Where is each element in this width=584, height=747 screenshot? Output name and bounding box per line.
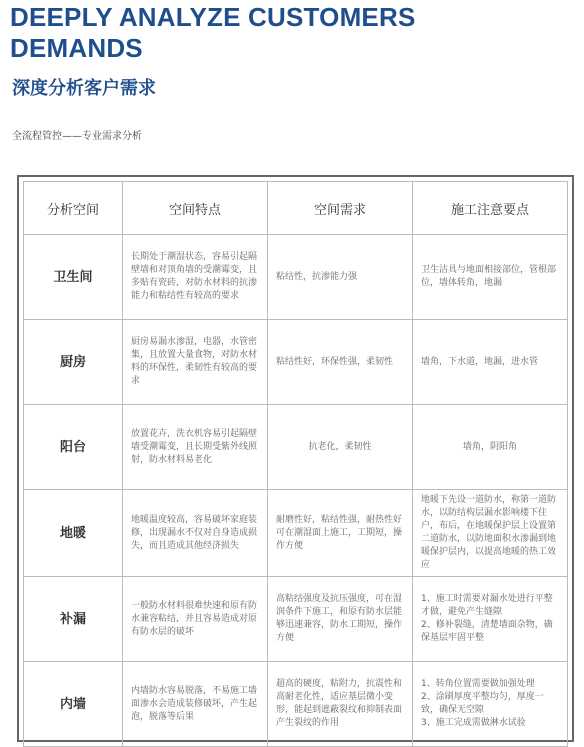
title-chinese: 深度分析客户需求 (12, 78, 156, 99)
cell-notes (413, 662, 568, 747)
cell-needs: 超高的硬度，粘附力，抗震性和高耐老化性，适应基层微小变形，能起到遮蔽裂纹和抑制表面产生裂纹的作用 (268, 662, 413, 747)
table-row (24, 235, 568, 320)
cell-space: 厨房 (24, 320, 123, 405)
note-line: 2、修补裂缝，清楚墙面杂物，确保基层牢固平整 (421, 620, 553, 643)
table-row (24, 405, 568, 490)
cell-space: 阳台 (24, 405, 123, 490)
title-english (10, 2, 416, 64)
table-row (24, 490, 568, 577)
cell-notes: 地暖下先设一道防水，称第一道防水，以防结构层漏水影响楼下住户，布后，在地暖保护层上设置第二道防水，以防地面积水渗漏到地暖保护层内，以提高地暖的热工效应 (413, 490, 568, 577)
note-line: 3、施工完成需做淋水试验 (421, 718, 526, 728)
cell-features: 厨房易漏水渗湿，电器，水管密集，且放置大量食物，对防水材料的环保性，柔韧性有较高的要求 (123, 320, 268, 405)
cell-needs: 粘结性好，环保性强，柔韧性 (268, 320, 413, 405)
header-notes: 施工注意要点 (413, 182, 568, 235)
cell-features: 长期处于潮湿状态，容易引起隔壁墙和对顶角墙的受潮霉变，且多贴有瓷砖，对防水材料的抗渗能力和粘结性有较高的要求 (123, 235, 268, 320)
subtitle: 全流程管控——专业需求分析 (12, 131, 142, 142)
cell-notes: 墙角，下水道，地漏，进水管 (413, 320, 568, 405)
table-row (24, 662, 568, 747)
title-english-line-2: DEMANDS (10, 33, 143, 63)
cell-space: 内墙 (24, 662, 123, 747)
analysis-table (23, 181, 568, 747)
table-row (24, 320, 568, 405)
cell-needs: 粘结性，抗渗能力强 (268, 235, 413, 320)
header-needs: 空间需求 (268, 182, 413, 235)
header-space: 分析空间 (24, 182, 123, 235)
table-header-row (24, 182, 568, 235)
cell-space: 地暖 (24, 490, 123, 577)
cell-space: 补漏 (24, 577, 123, 662)
table-row (24, 577, 568, 662)
cell-features: 放置花卉，洗衣机容易引起隔壁墙受潮霉变，且长期受紫外线照射，防水材料易老化 (123, 405, 268, 490)
cell-notes: 卫生洁具与地面相接部位，管根部位，墙体转角，地漏 (413, 235, 568, 320)
cell-space: 卫生间 (24, 235, 123, 320)
analysis-table-frame (17, 175, 574, 742)
note-line: 1、施工时需要对漏水处进行平整才做，避免产生缝隙 (421, 594, 553, 617)
cell-notes: 墙角，阴阳角 (413, 405, 568, 490)
cell-features: 内墙防水容易脱落，不易施工墙面渗水会造成装修破坏，产生起泡，脱落等后果 (123, 662, 268, 747)
title-english-line-1: DEEPLY ANALYZE CUSTOMERS (10, 2, 416, 32)
cell-features: 地暖温度较高，容易破坏家庭装修，出现漏水不仅对自身造成损失，而且造成其他经济损失 (123, 490, 268, 577)
cell-features: 一般防水材料很难快速和原有防水兼容粘结，并且容易造成对原有防水层的破坏 (123, 577, 268, 662)
note-line: 2、涂刷厚度平整均匀，厚度一致，确保无空隙 (421, 692, 544, 715)
cell-needs: 耐磨性好，粘结性强，耐热性好可在潮湿面上施工，工期短，操作方便 (268, 490, 413, 577)
cell-needs: 抗老化，柔韧性 (268, 405, 413, 490)
header-features: 空间特点 (123, 182, 268, 235)
cell-notes (413, 577, 568, 662)
cell-needs: 高粘结强度及抗压强度，可在湿润条件下施工，和原有防水层能够迅速兼容，防水工期短，操作方便 (268, 577, 413, 662)
note-line: 1、转角位置需要做加强处理 (421, 679, 535, 689)
